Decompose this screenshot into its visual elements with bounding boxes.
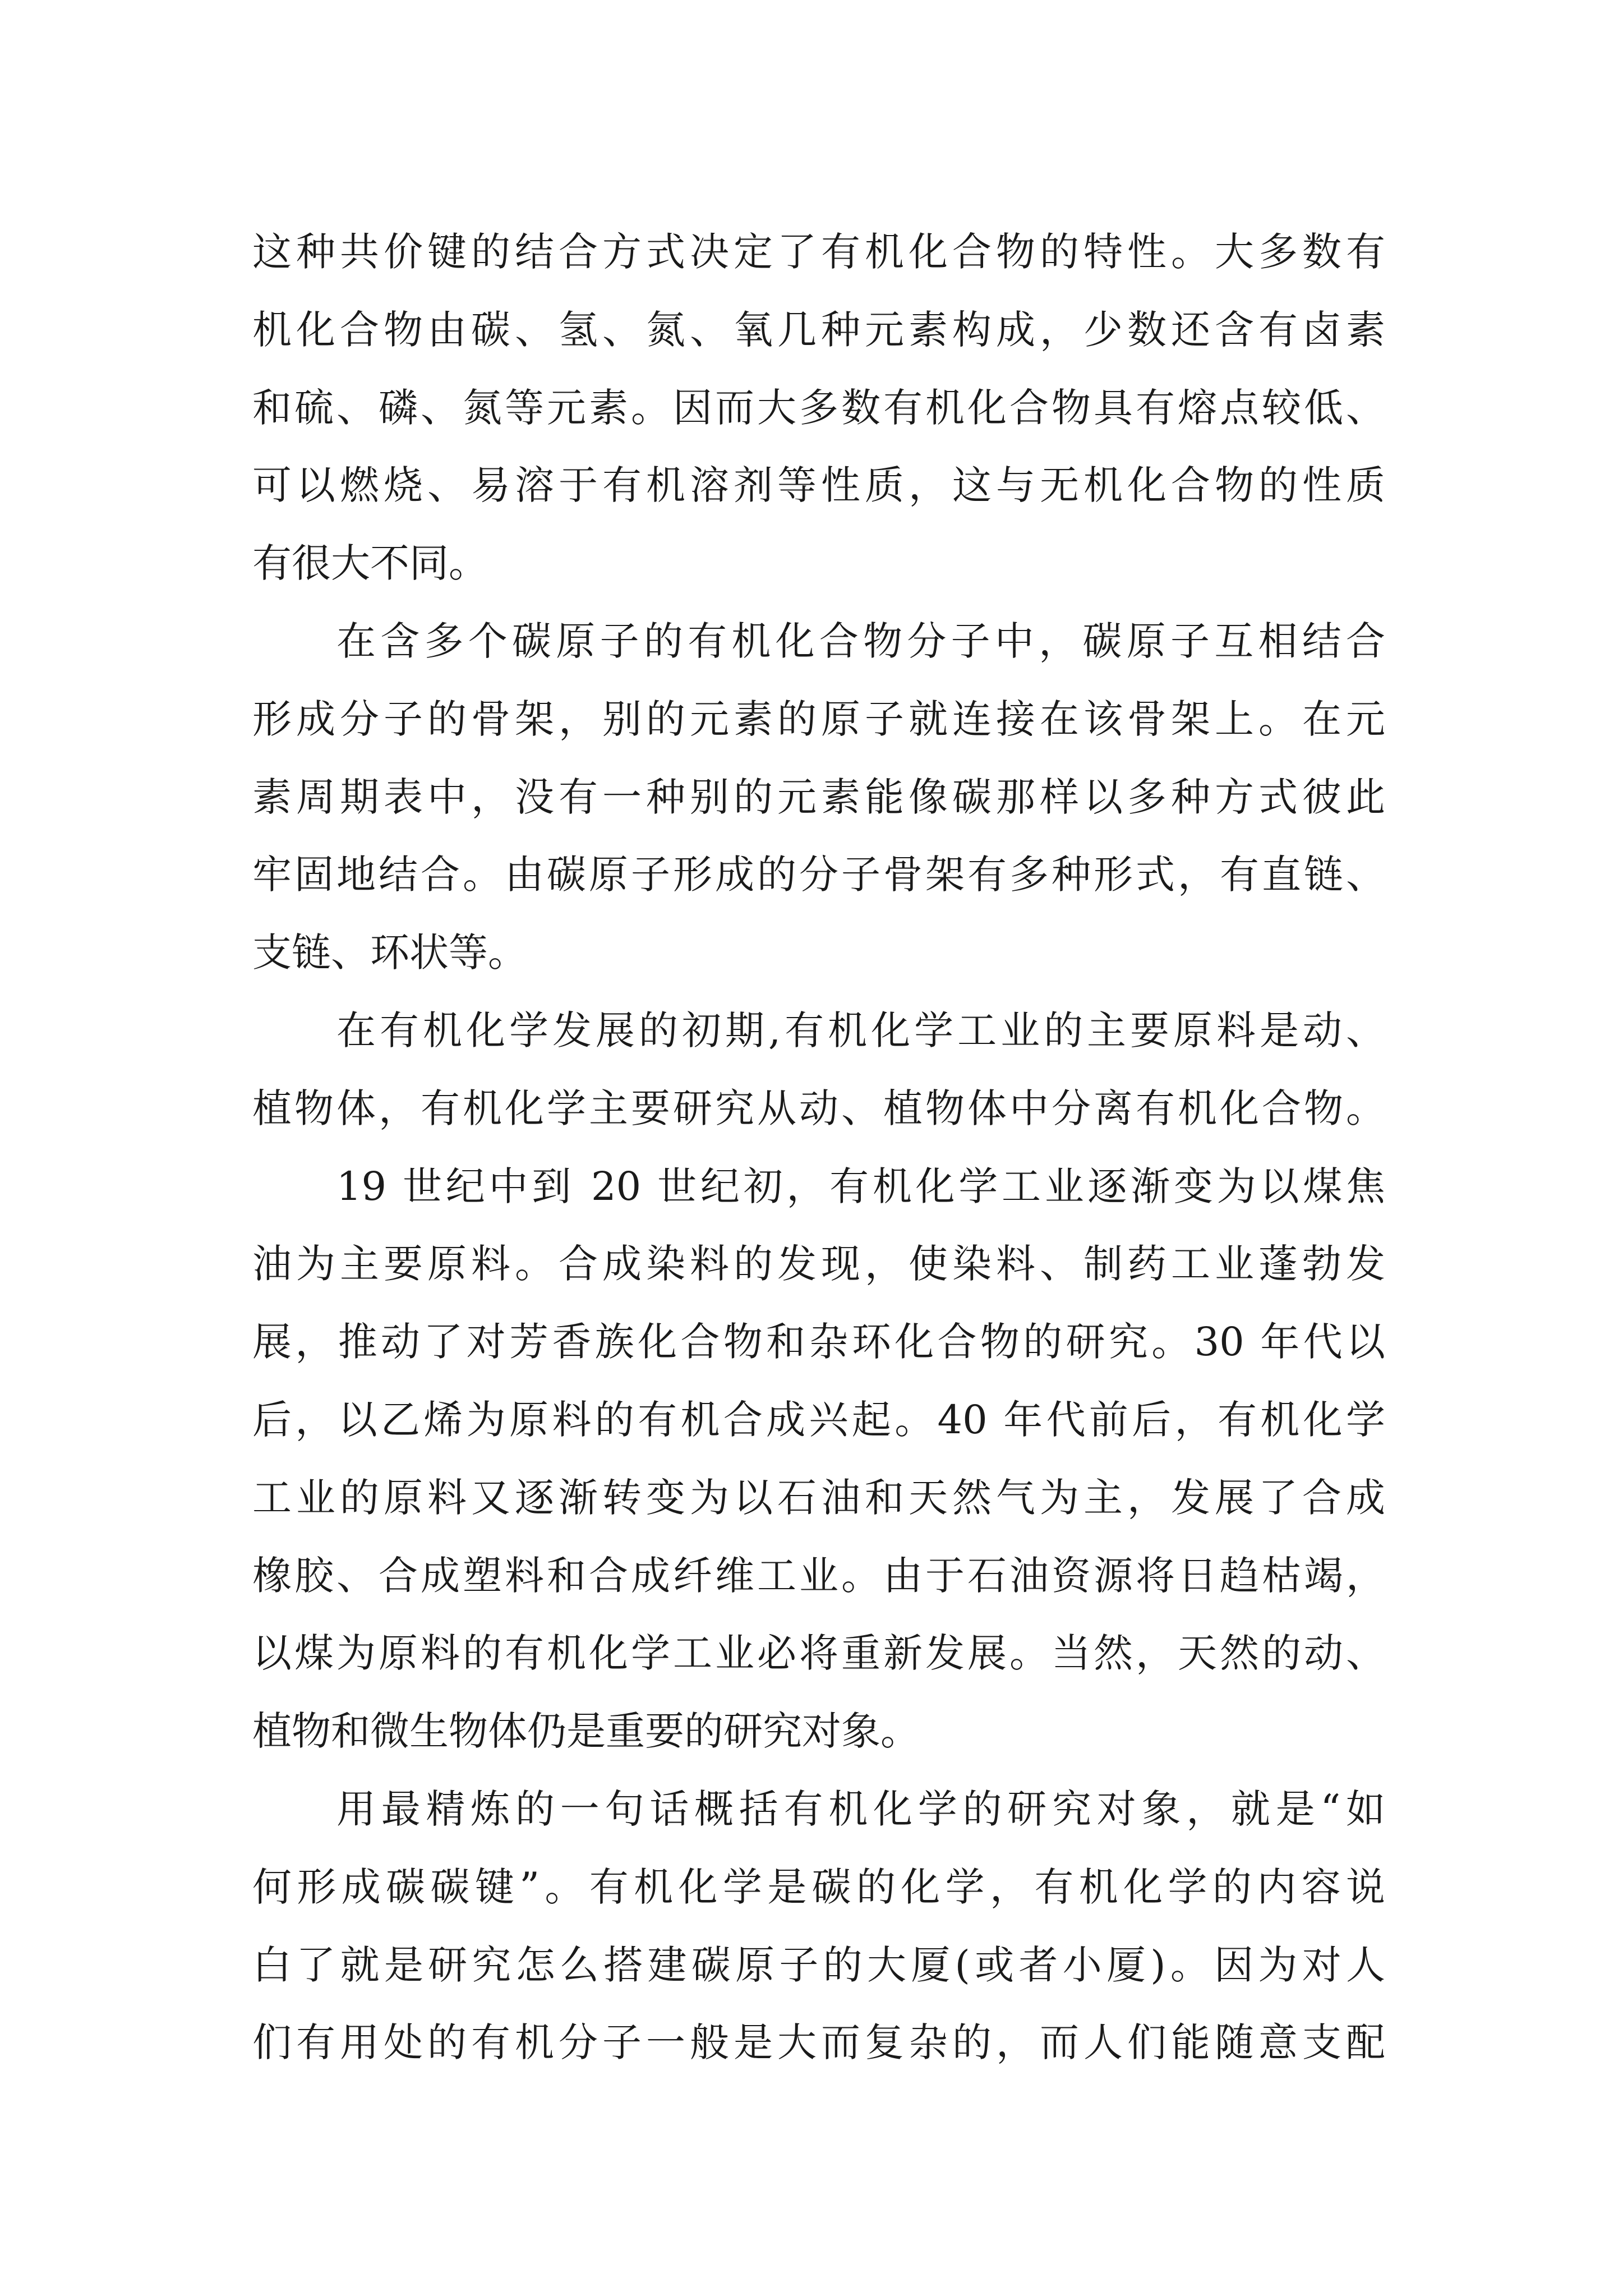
text-line: 可以燃烧、易溶于有机溶剂等性质，这与无机化合物的性质 [252, 462, 1385, 509]
text-line: 机化合物由碳、氢、氮、氧几种元素构成，少数还含有卤素 [252, 306, 1385, 353]
text-line: 素周期表中，没有一种别的元素能像碳那样以多种方式彼此 [252, 774, 1385, 820]
text-line: 植物体，有机化学主要研究从动、植物体中分离有机化合物。 [252, 1085, 1385, 1131]
text-line: 牢固地结合。由碳原子形成的分子骨架有多种形式，有直链、 [252, 852, 1385, 898]
text-line: 工业的原料又逐渐转变为以石油和天然气为主，发展了合成 [252, 1474, 1385, 1521]
text-line: 和硫、磷、氮等元素。因而大多数有机化合物具有熔点较低、 [252, 384, 1385, 431]
text-line: 在有机化学发展的初期,有机化学工业的主要原料是动、 [336, 1007, 1385, 1053]
text-line: 后，以乙烯为原料的有机合成兴起。40 年代前后，有机化学 [252, 1396, 1385, 1443]
document-page [252, 213, 1385, 2082]
text-line: 用最精炼的一句话概括有机化学的研究对象，就是“如 [336, 1786, 1385, 1832]
paragraph-1 [252, 213, 1385, 602]
paragraph-3 [252, 992, 1385, 1148]
text-line: 植物和微生物体仍是重要的研究对象。 [252, 1708, 920, 1755]
text-line: 支链、环状等。 [252, 930, 527, 976]
paragraph-2 [252, 602, 1385, 992]
paragraph-4 [252, 1148, 1385, 1770]
text-line: 何形成碳碳键”。有机化学是碳的化学，有机化学的内容说 [252, 1864, 1385, 1910]
text-line: 形成分子的骨架，别的元素的原子就连接在该骨架上。在元 [252, 696, 1385, 742]
text-line: 在含多个碳原子的有机化合物分子中，碳原子互相结合 [336, 618, 1385, 664]
text-line: 这种共价键的结合方式决定了有机化合物的特性。大多数有 [252, 229, 1385, 275]
text-line: 以煤为原料的有机化学工业必将重新发展。当然，天然的动、 [252, 1630, 1385, 1677]
text-line: 有很大不同。 [252, 540, 488, 587]
text-line: 橡胶、合成塑料和合成纤维工业。由于石油资源将日趋枯竭， [252, 1552, 1385, 1599]
paragraph-5 [252, 1770, 1385, 2082]
text-line: 油为主要原料。合成染料的发现，使染料、制药工业蓬勃发 [252, 1241, 1385, 1287]
text-line: 19 世纪中到 20 世纪初，有机化学工业逐渐变为以煤焦 [336, 1163, 1385, 1209]
text-line: 们有用处的有机分子一般是大而复杂的，而人们能随意支配 [252, 2019, 1385, 2066]
text-line: 白了就是研究怎么搭建碳原子的大厦(或者小厦)。因为对人 [252, 1941, 1385, 1988]
text-line: 展，推动了对芳香族化合物和杂环化合物的研究。30 年代以 [252, 1319, 1385, 1365]
